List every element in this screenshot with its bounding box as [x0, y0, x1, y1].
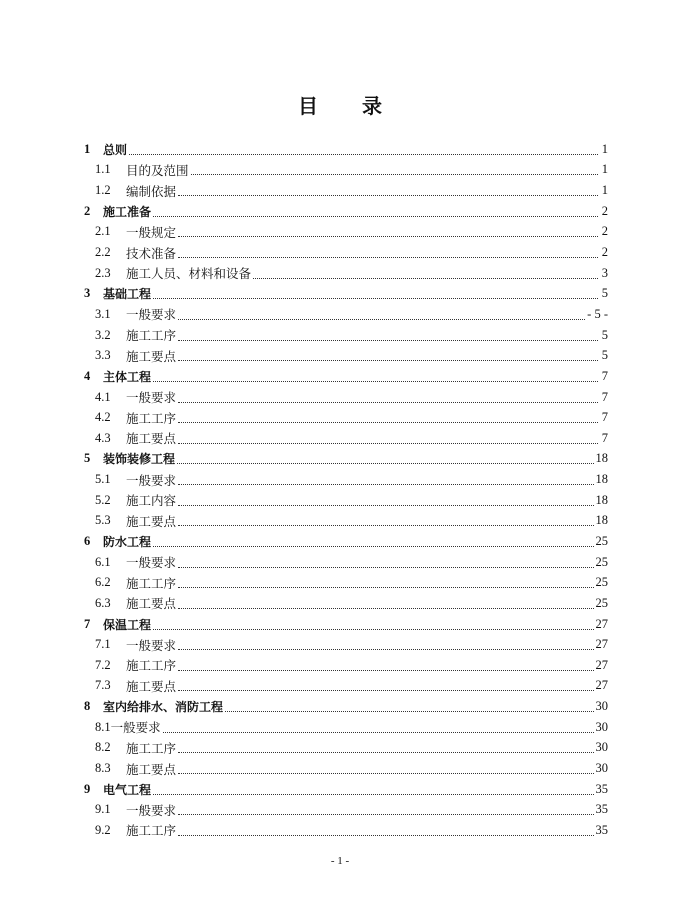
toc-section-entry[interactable] — [84, 160, 608, 181]
toc-dot-leader — [178, 690, 593, 691]
toc-entry-number: 6 — [84, 533, 91, 548]
toc-entry-page: 27 — [595, 637, 608, 652]
toc-entry-page: 5 — [601, 286, 608, 301]
title-char-2: 录 — [362, 94, 382, 118]
toc-section-entry[interactable] — [84, 593, 608, 614]
toc-entry-label: 技术准备 — [126, 245, 177, 261]
toc-dot-leader — [178, 525, 593, 526]
toc-entry-page: 2 — [601, 224, 608, 239]
toc-dot-leader — [253, 278, 598, 279]
toc-entry-label: 防水工程 — [103, 534, 152, 549]
toc-entry-number: 1.2 — [95, 183, 111, 198]
toc-entry-label: 总则 — [103, 142, 128, 157]
toc-entry-number: 5.3 — [95, 513, 111, 528]
toc-entry-page: 18 — [595, 451, 608, 466]
toc-entry-label: 一般要求 — [126, 472, 177, 488]
toc-dot-leader — [153, 216, 598, 217]
toc-entry-number: 3.3 — [95, 348, 111, 363]
toc-entry-number: 7 — [84, 616, 91, 631]
toc-dot-leader — [177, 463, 593, 464]
toc-section-entry[interactable] — [84, 490, 608, 511]
toc-entry-page: 3 — [601, 265, 608, 280]
toc-entry-label: 一般要求 — [126, 802, 177, 818]
toc-dot-leader — [153, 381, 598, 382]
toc-entry-number: 1.1 — [95, 162, 111, 177]
toc-entry-label: 一般要求 — [126, 555, 177, 571]
toc-entry-number: 9.1 — [95, 802, 111, 817]
toc-entry-number: 4.3 — [95, 430, 111, 445]
toc-section-entry[interactable] — [84, 407, 608, 428]
toc-entry-label: 施工要点 — [126, 678, 177, 694]
toc-entry-page: 7 — [601, 368, 608, 383]
toc-entry-label: 保温工程 — [103, 617, 152, 632]
toc-entry-page: 30 — [595, 699, 608, 714]
toc-section-entry[interactable] — [84, 304, 608, 325]
toc-entry-number: 5.1 — [95, 472, 111, 487]
toc-entry-number: 8.2 — [95, 740, 111, 755]
toc-entry-number: 3 — [84, 286, 91, 301]
toc-entry-label: 一般要求 — [126, 390, 177, 405]
toc-entry-label: 施工人员、材料和设备 — [126, 266, 252, 282]
toc-dot-leader — [163, 732, 594, 733]
toc-entry-page: 18 — [595, 513, 608, 528]
toc-dot-leader — [178, 443, 598, 444]
toc-dot-leader — [178, 835, 593, 836]
toc-entry-page: 25 — [595, 554, 608, 569]
toc-entry-label: 施工要点 — [126, 596, 177, 612]
toc-entry-page: 2 — [601, 203, 608, 218]
toc-dot-leader — [129, 154, 598, 155]
toc-dot-leader — [178, 608, 593, 609]
toc-dot-leader — [191, 174, 598, 175]
toc-entry-page: 18 — [595, 492, 608, 507]
toc-entry-page: 5 — [601, 348, 608, 363]
toc-entry-number: 8.3 — [95, 761, 111, 776]
toc-entry-label: 目的及范围 — [126, 162, 189, 178]
toc-entry-page: 27 — [595, 616, 608, 631]
toc-section-entry[interactable] — [84, 511, 608, 532]
toc-entry-number: 5 — [84, 451, 91, 466]
toc-entry-page: 30 — [595, 719, 608, 734]
toc-entry-number: 6.2 — [95, 575, 111, 590]
toc-entry-label: 施工工序 — [126, 823, 177, 839]
toc-chapter-entry[interactable] — [84, 366, 608, 387]
toc-chapter-entry[interactable] — [84, 531, 608, 552]
toc-chapter-entry[interactable] — [84, 139, 608, 160]
toc-entry-label: 装饰装修工程 — [103, 452, 176, 467]
toc-section-entry[interactable] — [84, 800, 608, 821]
toc-entry-label: 一般要求 — [126, 307, 177, 323]
toc-dot-leader — [178, 484, 593, 485]
toc-dot-leader — [178, 402, 598, 403]
toc-section-entry[interactable] — [84, 717, 608, 738]
toc-dot-leader — [178, 587, 593, 588]
toc-entry-page: 25 — [595, 595, 608, 610]
toc-dot-leader — [178, 752, 593, 753]
toc-entry-label: 施工要点 — [126, 761, 177, 777]
toc-section-entry[interactable] — [84, 222, 608, 243]
toc-section-entry[interactable] — [84, 820, 608, 841]
toc-chapter-entry[interactable] — [84, 614, 608, 635]
toc-entry-number: 7.1 — [95, 637, 111, 652]
toc-dot-leader — [178, 649, 593, 650]
toc-section-entry[interactable] — [84, 387, 608, 408]
toc-section-entry[interactable] — [84, 738, 608, 759]
toc-entry-number: 2.3 — [95, 265, 111, 280]
toc-entry-label: 一般要求 — [126, 637, 177, 653]
toc-entry-label: 基础工程 — [103, 287, 152, 302]
toc-chapter-entry[interactable] — [84, 283, 608, 304]
toc-chapter-entry[interactable] — [84, 696, 608, 717]
toc-entry-label: 施工内容 — [126, 493, 177, 509]
toc-dot-leader — [153, 298, 598, 299]
toc-entry-label: 电气工程 — [103, 782, 152, 797]
toc-dot-leader — [153, 629, 593, 630]
toc-chapter-entry[interactable] — [84, 201, 608, 222]
toc-entry-label: 施工准备 — [103, 204, 152, 219]
toc-entry-page: 35 — [595, 802, 608, 817]
toc-dot-leader — [178, 670, 593, 671]
toc-entry-page: 35 — [595, 781, 608, 796]
toc-dot-leader — [178, 340, 598, 341]
toc-section-entry[interactable] — [84, 655, 608, 676]
toc-dot-leader — [178, 195, 598, 196]
toc-entry-number: 8 — [84, 699, 91, 714]
toc-entry-number: 4.1 — [95, 389, 111, 404]
toc-section-entry[interactable] — [84, 180, 608, 201]
toc-section-entry[interactable] — [84, 242, 608, 263]
toc-dot-leader — [178, 505, 593, 506]
toc-section-entry[interactable] — [84, 552, 608, 573]
toc-dot-leader — [178, 236, 598, 237]
toc-dot-leader — [178, 257, 598, 258]
toc-dot-leader — [153, 794, 593, 795]
toc-entry-page: 27 — [595, 657, 608, 672]
toc-entry-page: 1 — [601, 141, 608, 156]
toc-chapter-entry[interactable] — [84, 779, 608, 800]
toc-entry-page: 35 — [595, 822, 608, 837]
toc-entry-label: 一般要求 — [110, 720, 161, 736]
toc-entry-label: 施工要点 — [126, 348, 177, 364]
toc-entry-page: 25 — [595, 533, 608, 548]
toc-entry-number: 4 — [84, 368, 91, 383]
toc-entry-page: 30 — [595, 740, 608, 755]
toc-dot-leader — [225, 711, 593, 712]
toc-entry-label: 一般规定 — [126, 224, 177, 240]
toc-entry-number: 7.3 — [95, 678, 111, 693]
toc-entry-label: 室内给排水、消防工程 — [103, 700, 224, 715]
toc-section-entry[interactable] — [84, 758, 608, 779]
toc-entry-label: 施工要点 — [126, 431, 177, 447]
page-title — [0, 90, 680, 119]
toc-entry-page: 1 — [601, 183, 608, 198]
toc-entry-label: 施工工序 — [126, 658, 177, 674]
toc-entry-page: 5 — [601, 327, 608, 342]
toc-entry-page: 7 — [601, 430, 608, 445]
toc-entry-page: 18 — [595, 472, 608, 487]
toc-entry-number: 9 — [84, 781, 91, 796]
toc-entry-number: 7.2 — [95, 657, 111, 672]
toc-entry-label: 施工要点 — [126, 513, 177, 529]
toc-section-entry[interactable] — [84, 634, 608, 655]
toc-entry-number: 6.3 — [95, 595, 111, 610]
page-number-footer: - 1 - — [330, 855, 350, 867]
toc-section-entry[interactable] — [84, 325, 608, 346]
toc-section-entry[interactable] — [84, 263, 608, 284]
toc-dot-leader — [178, 567, 593, 568]
toc-dot-leader — [178, 360, 598, 361]
toc-entry-page: 7 — [601, 389, 608, 404]
toc-entry-page: 25 — [595, 575, 608, 590]
toc-dot-leader — [178, 773, 593, 774]
toc-section-entry[interactable] — [84, 469, 608, 490]
toc-chapter-entry[interactable] — [84, 449, 608, 470]
toc-entry-page: 27 — [595, 678, 608, 693]
toc-dot-leader — [178, 422, 598, 423]
toc-entry-label: 施工工序 — [126, 328, 177, 344]
title-char-1: 目 — [298, 94, 318, 118]
toc-entry-page: 1 — [601, 162, 608, 177]
toc-section-entry[interactable] — [84, 676, 608, 697]
toc-entry-label: 施工工序 — [126, 410, 177, 426]
toc-entry-page: - 5 - — [587, 306, 608, 321]
table-of-contents — [84, 139, 608, 841]
toc-entry-number: 8.1 — [95, 719, 111, 734]
toc-entry-page: 2 — [601, 245, 608, 260]
toc-entry-number: 2.2 — [95, 245, 111, 260]
toc-entry-page: 30 — [595, 761, 608, 776]
toc-entry-number: 5.2 — [95, 492, 111, 507]
toc-entry-number: 3.1 — [95, 306, 111, 321]
toc-entry-number: 1 — [84, 141, 91, 156]
toc-entry-number: 2 — [84, 203, 91, 218]
toc-section-entry[interactable] — [84, 345, 608, 366]
toc-entry-number: 6.1 — [95, 554, 111, 569]
toc-entry-page: 7 — [601, 410, 608, 425]
toc-entry-label: 主体工程 — [103, 369, 152, 384]
toc-entry-number: 3.2 — [95, 327, 111, 342]
toc-entry-label: 施工工序 — [126, 740, 177, 756]
toc-entry-number: 4.2 — [95, 410, 111, 425]
toc-dot-leader — [178, 814, 593, 815]
toc-entry-number: 9.2 — [95, 822, 111, 837]
toc-section-entry[interactable] — [84, 572, 608, 593]
toc-entry-label: 施工工序 — [126, 575, 177, 591]
toc-entry-number: 2.1 — [95, 224, 111, 239]
toc-section-entry[interactable] — [84, 428, 608, 449]
toc-dot-leader — [178, 319, 585, 320]
toc-entry-label: 编制依据 — [126, 183, 177, 199]
toc-dot-leader — [153, 546, 593, 547]
